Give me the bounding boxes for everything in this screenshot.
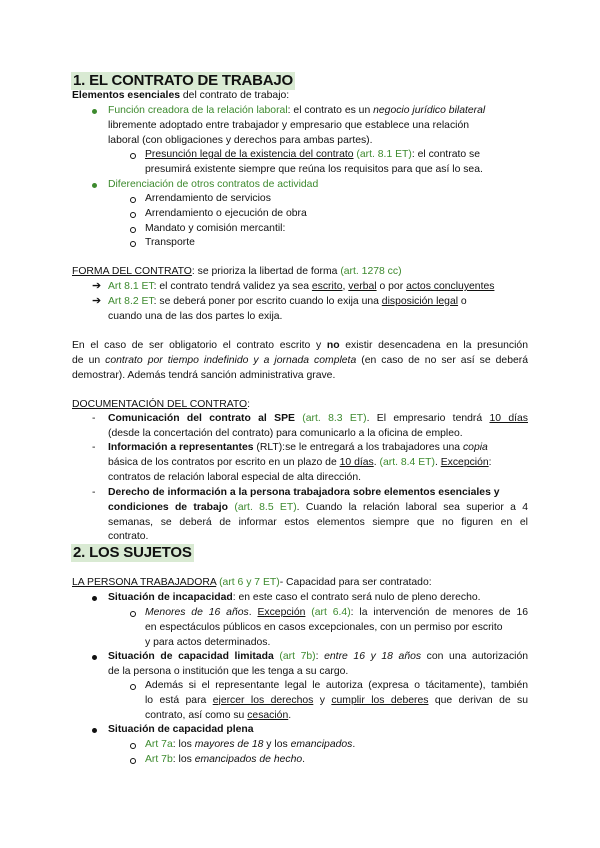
dash-icon: - [92,442,96,453]
bullet-diferenciacion: Diferenciación de otros contratos de actividad [108,179,319,190]
doc-comunicacion-spe: Comunicación del contrato al SPE (art. 8.3 ET). El empresario tendrá 10 días (desde la concertación del contrato) para comunicarlo a la oficina de empleo. [108,413,528,439]
doc-derecho-informacion: Derecho de información a la persona trabajadora sobre elementos esenciales y condiciones de trabajo (art. 8.5 ET). Cuando la relación laboral sea superior a 4 semanas, se deberá de informar estos elementos siempre que no figuren en el contrato. [108,487,528,543]
sub-presuncion-legal: Presunción legal de la existencia del contrato (art. 8.1 ET): el contrato se presumirá existente siempre que reúna los requisitos para que así lo sea. [145,149,483,175]
bullet-icon [92,728,97,733]
list-item: Arrendamiento o ejecución de obra [145,208,307,219]
circle-bullet-icon [130,758,136,764]
bullet-icon [92,655,97,660]
circle-bullet-icon [130,743,136,749]
arrow-right-icon: ➔ [92,280,102,292]
persona-trabajadora-heading: LA PERSONA TRABAJADORA (art 6 y 7 ET)- Capacidad para ser contratado: [72,577,432,588]
circle-bullet-icon [130,684,136,690]
sub-menores-16: Menores de 16 años. Excepción (art 6.4): la intervención de menores de 16 en espectáculos públicos en casos excepcionales, con un permiso por escrito y para actos determinados. [145,607,529,648]
circle-bullet-icon [130,611,136,617]
arrow-right-icon: ➔ [92,295,102,307]
list-item: Transporte [145,237,195,248]
doc-informacion-representantes: Información a representantes (RLT):se le entregará a los trabajadores una copia básica de los contratos por escrito en un plazo de 10 días. (art. 8.4 ET). Excepción: contratos de relación laboral especial de alta dirección. [108,442,492,483]
bullet-icon [92,596,97,601]
dash-icon: - [92,487,96,498]
forma-paragraph: En el caso de ser obligatorio el contrato escrito y no existir desencadena en la presunción de un contrato por tiempo indefinido y a jornada completa (en caso de no ser así se deberá demostrar). Además tendrá sanción administrativa grave. [72,340,528,381]
forma-art-8-1: Art 8.1 ET: el contrato tendrá validez ya sea escrito, verbal o por actos concluyentes [108,281,495,292]
plena-art-7a: Art 7a: los mayores de 18 y los emancipados. [145,739,356,750]
circle-bullet-icon [130,212,136,218]
bullet-icon [92,109,97,114]
elementos-heading: Elementos esenciales del contrato de trabajo: [72,90,290,101]
situacion-capacidad-limitada: Situación de capacidad limitada (art 7b): entre 16 y 18 años con una autorización de la persona o institución que les tenga a su cargo. [108,651,529,677]
list-item: Arrendamiento de servicios [145,193,271,204]
bullet-icon [92,183,97,188]
circle-bullet-icon [130,227,136,233]
documentacion-heading: DOCUMENTACIÓN DEL CONTRATO: [72,399,250,410]
dash-icon: - [92,413,96,424]
bullet-funcion-creadora: Función creadora de la relación laboral: el contrato es un negocio jurídico bilateral libremente adoptado entre trabajador y empresario que establece una relación laboral (con obligaciones y derechos para ambas partes). [108,105,486,146]
forma-art-8-2: Art 8.2 ET: se deberá poner por escrito cuando lo exija una disposición legal o cuando una de las dos partes lo exija. [108,296,467,322]
circle-bullet-icon [130,241,136,247]
sub-representante-legal: Además si el representante legal le autoriza (expresa o tácitamente), también lo está para ejercer los derechos y cumplir los deberes que derivan de su contrato, así como su cesación. [145,680,529,721]
forma-heading: FORMA DEL CONTRATO: se prioriza la libertad de forma (art. 1278 cc) [72,266,402,277]
circle-bullet-icon [130,153,136,159]
circle-bullet-icon [130,197,136,203]
section-title-contrato: 1. EL CONTRATO DE TRABAJO [73,72,294,89]
plena-art-7b: Art 7b: los emancipados de hecho. [145,754,306,765]
situacion-capacidad-plena: Situación de capacidad plena [108,724,254,735]
list-item: Mandato y comisión mercantil: [145,223,286,234]
situacion-incapacidad: Situación de incapacidad: en este caso el contrato será nulo de pleno derecho. [108,592,481,603]
section-title-sujetos: 2. LOS SUJETOS [73,544,192,561]
